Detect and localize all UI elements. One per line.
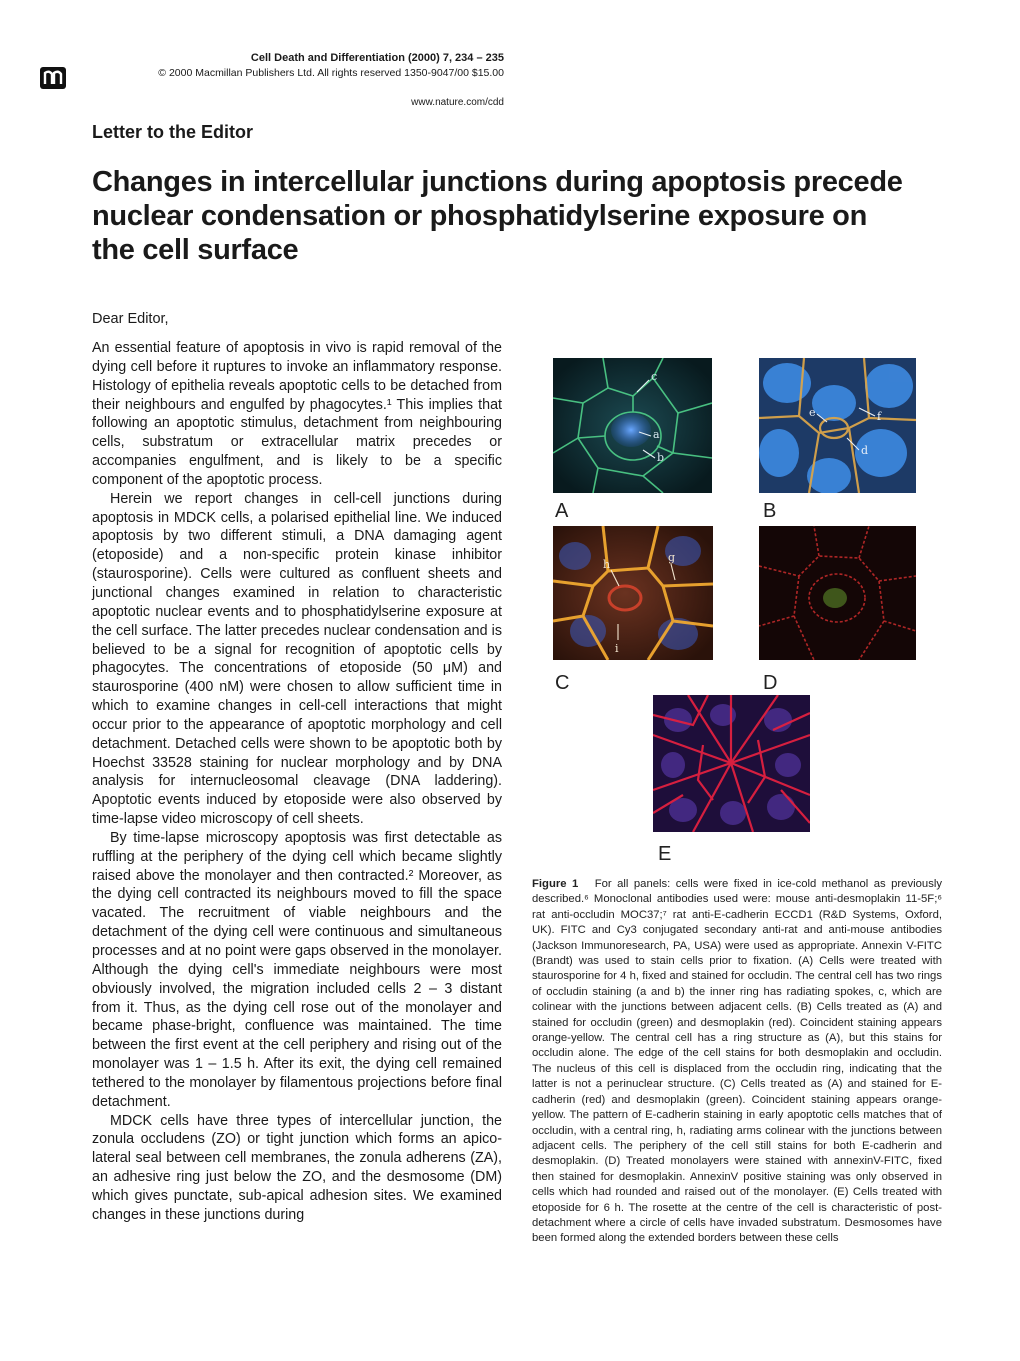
panel-label-c: C xyxy=(555,672,570,694)
figure-caption-text: For all panels: cells were fixed in ice-cold methanol as previously described.⁶ Monoclonal antibodies used were: mouse anti-desmoplakin 11-5F;⁶ rat anti-occludin MOC37;⁷ rat anti-E-cadherin ECCD1 (R&D Systems, Oxford, UK). FITC and Cy3 conjugated secondary anti-rat and anti-mouse antibodies (Jackson Immunoresearch, PA, USA) were used as appropriate. Annexin V-FITC (Brandt) was used to stain cells prior to fixation. (A) Cells were treated with staurosporine for 4 h, fixed and stained for occludin. The central cell has two rings of occludin staining (a and b) the inner ring has radiating spokes, c, which are colinear with the junctions between adjacent cells. (B) Cells treated as (A) and stained for occludin (green) and desmoplakin (red). Coincident staining appears orange-yellow. The central cell has a ring structure as (A), but this stains for occludin alone. The edge of the cell stains for both desmoplakin and occludin. The nucleus of this cell is displaced from the occludin ring, indicating that the latter is not a perinuclear structure. (C) Cells treated as (A) and stained for E-cadherin (red) and desmoplakin (green). Coincident staining appears orange-yellow. The pattern of E-cadherin staining in early apoptotic cells matches that of occludin, with a central ring, h, radiating arms colinear with the junctions between adjacent cells. The periphery of the cell still stains for both E-cadherin and desmoplakin. (D) Treated monolayers were stained with annexinV-FITC, fixed then stained for desmoplakin. AnnexinV positive staining was only observed in cells which had rounded and raised out of the monolayer. (E) Cells treated with etoposide for 6 h. The rosette at the centre of the cell is characteristic of post-detachment where a circle of cells have invaded substratum. Desmosomes have been formed along the extended borders between these cells xyxy=(532,878,942,1245)
panel-label-e: E xyxy=(658,843,672,865)
body-paragraph: By time-lapse microscopy apoptosis was first detectable as ruffling at the periphery of the dying cell which became slightly raised above the monolayer and then contracted.² Moreover, as the dying cell contracted its neighbours moved to fill the space vacated. The recruitment of viable neighbours and the detachment of the dying cell were continuous and simultaneous processes and at no point were gaps observed in the monolayer. Although the dying cell's immediate neighbours were most obviously involved, the migration included cells 2 – 3 distant from it. Thus, as the dying cell rose out of the monolayer and became phase-bright, confluence was maintained. The time between the first event at the cell periphery and rising out of the monolayer was 1 – 1.5 h. After its exit, the dying cell remained tethered to the monolayer by filamentous projections before final detachment. xyxy=(92,829,502,1110)
section-label: Letter to the Editor xyxy=(92,122,253,142)
figure-caption xyxy=(532,877,942,1247)
figure-panel-e xyxy=(653,695,810,832)
figure-panel-b xyxy=(759,358,916,493)
journal-header xyxy=(40,52,504,110)
body-paragraph: MDCK cells have three types of intercellular junction, the zonula occludens (ZO) or tight junction which forms an apico-lateral seal between cell membranes, the zonula adherens (ZA), an adhesive ring just below the ZO, and the desmosome (DM) which gives punctate, sub-apical adhesion sites. We examined changes in these junctions during xyxy=(92,1112,502,1223)
figure-panel-d xyxy=(759,526,916,660)
journal-url[interactable]: www.nature.com/cdd xyxy=(411,97,504,108)
svg-text:f: f xyxy=(877,410,882,423)
body-paragraph: An essential feature of apoptosis in vivo is rapid removal of the dying cell before it ruptures to invoke an inflammatory response. Histology of epithelia reveals apoptotic cells to be detached from their neighbours and engulfed by phagocytes.¹ This implies that following an apoptotic stimulus, detachment from neighbouring cells, substratum or extracellular matrix precedes or accompanies engulfment, and is likely to be a specific component of the apoptotic process. xyxy=(92,340,502,488)
svg-text:h: h xyxy=(603,558,611,571)
figure-caption-label: Figure 1 xyxy=(532,878,579,890)
svg-text:a: a xyxy=(653,428,660,441)
panel-label-d: D xyxy=(763,672,778,694)
svg-text:e: e xyxy=(809,406,816,419)
figure-panel-c xyxy=(553,526,713,660)
article-title: Changes in intercellular junctions during apoptosis precede nuclear condensation or phosphatidylserine exposure on the cell surface xyxy=(92,166,903,266)
figure-panel-a xyxy=(553,358,712,493)
body-paragraph: Herein we report changes in cell-cell junctions during apoptosis in MDCK cells, a polarised epithelial line. We induced apoptosis by two different stimuli, a DNA damaging agent (etoposide) and a non-specific protein kinase inhibitor (staurosporine). Cells were cultured as confluent sheets and junctional changes examined in relation to characteristic apoptotic nuclear events and to phosphatidylserine exposure at the cell surface. The latter precedes nuclear condensation and is believed to be a signal for recognition of apoptotic cells by phagocytes. The concentrations of etoposide (50 μM) and staurosporine (400 nM) were chosen to allow sufficient time in which to examine changes in cell-cell interactions that might occur prior to the appearance of apoptotic morphology and cell detachment. Detached cells were shown to be apoptotic both by Hoechst 33528 staining for nuclear morphology and by DNA analysis for internucleosomal cleavage (DNA laddering). Apoptotic events induced by etoposide were also observed by time-lapse video microscopy of cell sheets. xyxy=(92,490,502,828)
svg-text:b: b xyxy=(657,451,665,464)
panel-label-b: B xyxy=(763,500,777,522)
panel-label-a: A xyxy=(555,500,569,522)
publisher-logo-icon xyxy=(40,67,66,89)
svg-text:i: i xyxy=(615,642,619,655)
body-text-column xyxy=(92,339,502,1225)
journal-citation: Cell Death and Differentiation (2000) 7, 234 – 235 xyxy=(250,52,504,64)
svg-text:g: g xyxy=(668,551,676,564)
salutation: Dear Editor, xyxy=(92,311,169,327)
svg-text:c: c xyxy=(651,370,658,383)
svg-text:d: d xyxy=(861,444,869,457)
copyright-notice: © 2000 Macmillan Publishers Ltd. All rights reserved 1350-9047/00 $15.00 xyxy=(158,67,504,79)
